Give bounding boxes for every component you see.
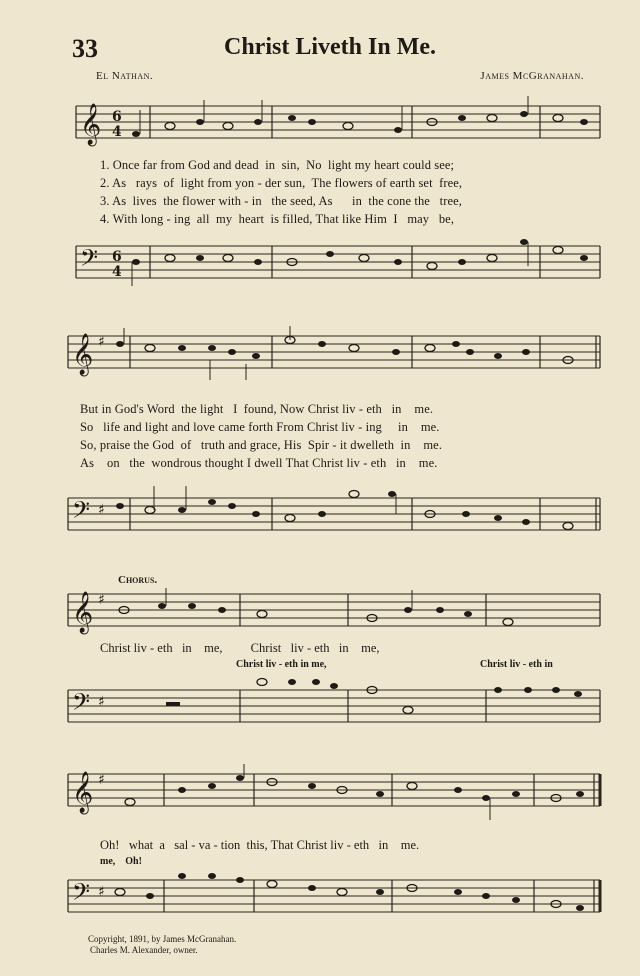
verse-line-3b: So, praise the God of truth and grace, His Spir - it dwelleth in me. xyxy=(80,438,443,452)
verse-line-1b: But in God's Word the light I found, Now Christ liv - eth in me. xyxy=(80,402,434,416)
verse-line-2: 2. As rays of light from yon - der sun, The flowers of earth set free, xyxy=(100,176,463,190)
chorus-lyric-line-2: Oh! what a sal - va - tion this, That Christ liv - eth in me. xyxy=(100,838,420,852)
svg-text:♯: ♯ xyxy=(98,592,105,608)
svg-text:♯: ♯ xyxy=(98,884,105,900)
verse-line-1: 1. Once far from God and dead in sin, No light my heart could see; xyxy=(100,158,455,172)
bass-staff-system-1 xyxy=(0,236,640,296)
chorus-bass-lyric-2: me, Oh! xyxy=(100,856,142,867)
treble-staff-system-4 xyxy=(0,764,640,832)
svg-text:6: 6 xyxy=(112,249,122,265)
svg-text:♯: ♯ xyxy=(98,502,105,518)
bass-staff-system-4 xyxy=(0,866,640,930)
hymn-number: 33 xyxy=(72,34,98,63)
staff-lines xyxy=(76,106,600,138)
treble-staff-system-3 xyxy=(0,588,640,644)
bass-clef-icon: 𝄢 xyxy=(72,688,91,721)
chorus-lyric-line-1: Christ liv - eth in me, Christ liv - eth in me, xyxy=(100,641,380,655)
treble-clef-icon: 𝄞 xyxy=(72,772,94,813)
bass-staff-system-3 xyxy=(0,672,640,732)
chorus-label: Chorus. xyxy=(118,574,158,586)
bass-staff-system-2 xyxy=(0,484,640,548)
author: El Nathan. xyxy=(96,70,154,82)
svg-text:♯: ♯ xyxy=(98,334,105,350)
composer: James McGranahan. xyxy=(480,70,584,82)
verse-line-4b: As on the wondrous thought I dwell That Christ liv - eth in me. xyxy=(80,456,438,470)
chorus-bass-lyric-a: Christ liv - eth in me, xyxy=(236,659,327,670)
treble-clef-icon: 𝄞 xyxy=(80,104,102,145)
copyright-line-2: Charles M. Alexander, owner. xyxy=(90,945,198,955)
svg-text:4: 4 xyxy=(112,264,122,280)
bass-clef-icon: 𝄢 xyxy=(80,244,99,277)
treble-staff-system-1 xyxy=(0,96,640,156)
svg-text:6: 6 xyxy=(112,109,122,125)
verse-line-3: 3. As lives the flower with - in the seed, As in the cone the tree, xyxy=(100,194,462,208)
svg-text:♯: ♯ xyxy=(98,772,105,788)
bass-clef-icon: 𝄢 xyxy=(72,878,91,911)
copyright-notice xyxy=(88,934,236,956)
whole-rest-icon xyxy=(166,702,180,706)
treble-staff-system-2 xyxy=(0,326,640,390)
svg-text:♯: ♯ xyxy=(98,694,105,710)
treble-clef-icon: 𝄞 xyxy=(72,592,94,633)
verse-line-4: 4. With long - ing all my heart is filled, That like Him I may be, xyxy=(100,212,455,226)
treble-clef-icon: 𝄞 xyxy=(72,334,94,375)
hymn-title: Christ Liveth In Me. xyxy=(224,34,436,60)
chorus-bass-lyric-b: Christ liv - eth in xyxy=(480,659,553,670)
verse-line-2b: So life and light and love came forth From Christ liv - ing in me. xyxy=(80,420,440,434)
bass-clef-icon: 𝄢 xyxy=(72,496,91,529)
notes xyxy=(132,96,588,137)
svg-text:4: 4 xyxy=(112,124,122,140)
copyright-line-1: Copyright, 1891, by James McGranahan. xyxy=(88,934,237,944)
